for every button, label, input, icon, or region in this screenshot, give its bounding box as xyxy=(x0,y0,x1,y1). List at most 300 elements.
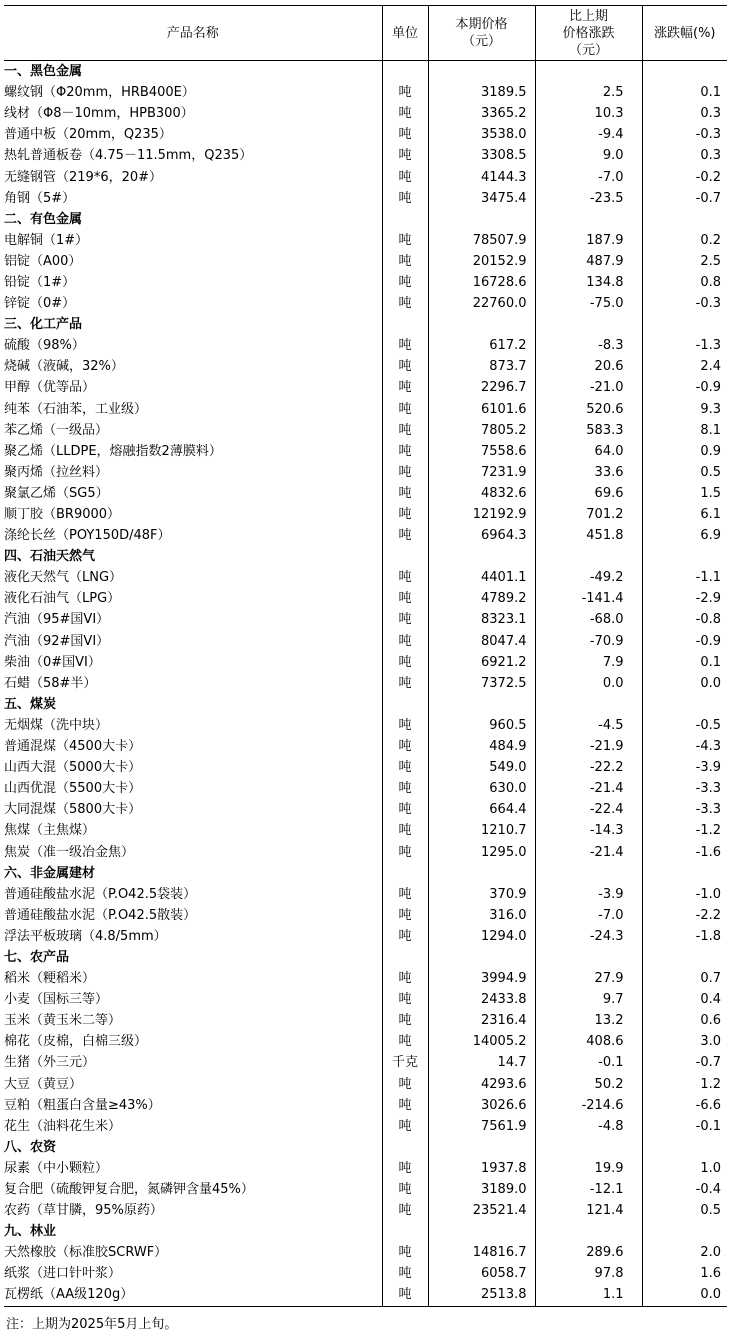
change-pct: -0.9 xyxy=(695,633,721,649)
product-name: 生猪（外三元） xyxy=(4,1052,382,1073)
current-price: 16728.6 xyxy=(428,272,535,293)
unit: 吨 xyxy=(382,335,428,356)
change-pct: -2.9 xyxy=(695,591,721,607)
product-name: 线材（Φ8－10mm，HPB300） xyxy=(4,103,382,124)
table-row xyxy=(4,1116,727,1137)
product-name: 普通混煤（4500大卡） xyxy=(4,736,382,757)
empty-cell xyxy=(382,1137,428,1158)
current-price: 20152.9 xyxy=(428,251,535,272)
current-price: 22760.0 xyxy=(428,293,535,314)
change-pct: 0.0 xyxy=(700,675,721,691)
unit: 千克 xyxy=(382,1052,428,1073)
empty-cell xyxy=(428,209,535,230)
change-pct: 0.2 xyxy=(700,232,721,248)
product-name: 热轧普通板卷（4.75－11.5mm，Q235） xyxy=(4,145,382,166)
price-change: 0.0 xyxy=(535,673,642,694)
unit: 吨 xyxy=(382,230,428,251)
change-pct: 0.8 xyxy=(700,274,721,290)
unit: 吨 xyxy=(382,1010,428,1031)
price-change: -4.8 xyxy=(535,1116,642,1137)
table-row xyxy=(4,673,727,694)
table-row xyxy=(4,420,727,441)
product-name: 铝锭（A00） xyxy=(4,251,382,272)
change-pct: -1.3 xyxy=(695,338,721,354)
price-change: 701.2 xyxy=(535,504,642,525)
change-pct: 0.6 xyxy=(700,1013,721,1029)
unit: 吨 xyxy=(382,293,428,314)
current-price: 6058.7 xyxy=(428,1263,535,1284)
category-title: 七、农产品 xyxy=(4,947,382,968)
category-row xyxy=(4,209,727,230)
category-row xyxy=(4,314,727,335)
change-pct: -1.8 xyxy=(695,928,721,944)
change-pct: 1.0 xyxy=(700,1160,721,1176)
table-row xyxy=(4,715,727,736)
change-pct: -3.3 xyxy=(695,802,721,818)
price-change: 97.8 xyxy=(535,1263,642,1284)
current-price: 3189.5 xyxy=(428,82,535,103)
unit: 吨 xyxy=(382,905,428,926)
table-row xyxy=(4,441,727,462)
current-price: 1295.0 xyxy=(428,841,535,862)
product-name: 大豆（黄豆） xyxy=(4,1074,382,1095)
table-row xyxy=(4,652,727,673)
current-price: 3365.2 xyxy=(428,103,535,124)
table-row xyxy=(4,588,727,609)
change-pct: 0.4 xyxy=(700,992,721,1008)
current-price: 617.2 xyxy=(428,335,535,356)
table-row xyxy=(4,525,727,546)
current-price: 14005.2 xyxy=(428,1031,535,1052)
current-price: 960.5 xyxy=(428,715,535,736)
current-price: 14816.7 xyxy=(428,1242,535,1263)
product-name: 甲醇（优等品） xyxy=(4,377,382,398)
change-pct: -3.9 xyxy=(695,760,721,776)
product-name: 纸浆（进口针叶浆） xyxy=(4,1263,382,1284)
table-row xyxy=(4,462,727,483)
category-title: 六、非金属建材 xyxy=(4,863,382,884)
table-row xyxy=(4,335,727,356)
product-name: 柴油（0#国VI） xyxy=(4,652,382,673)
product-name: 稻米（粳稻米） xyxy=(4,968,382,989)
product-name: 焦煤（主焦煤） xyxy=(4,820,382,841)
empty-cell xyxy=(535,209,642,230)
category-row xyxy=(4,1137,727,1158)
price-change: -23.5 xyxy=(535,188,642,209)
unit: 吨 xyxy=(382,926,428,947)
change-pct: -1.1 xyxy=(695,570,721,586)
product-name: 棉花（皮棉，白棉三级） xyxy=(4,1031,382,1052)
price-change: -22.2 xyxy=(535,757,642,778)
product-name: 焦炭（准一级冶金焦） xyxy=(4,841,382,862)
unit: 吨 xyxy=(382,820,428,841)
product-name: 大同混煤（5800大卡） xyxy=(4,799,382,820)
product-name: 电解铜（1#） xyxy=(4,230,382,251)
product-name: 尿素（中小颗粒） xyxy=(4,1158,382,1179)
price-change: 408.6 xyxy=(535,1031,642,1052)
change-pct: 0.3 xyxy=(700,148,721,164)
table-row xyxy=(4,377,727,398)
change-pct: 0.3 xyxy=(700,106,721,122)
current-price: 4832.6 xyxy=(428,483,535,504)
empty-cell xyxy=(382,546,428,567)
product-name: 山西优混（5500大卡） xyxy=(4,778,382,799)
table-row xyxy=(4,1179,727,1200)
table-row xyxy=(4,609,727,630)
table-row xyxy=(4,884,727,905)
table-row xyxy=(4,1200,727,1221)
unit: 吨 xyxy=(382,188,428,209)
current-price: 7231.9 xyxy=(428,462,535,483)
product-name: 无缝钢管（219*6，20#） xyxy=(4,166,382,187)
current-price: 664.4 xyxy=(428,799,535,820)
table-row xyxy=(4,399,727,420)
empty-cell xyxy=(382,694,428,715)
price-change: -24.3 xyxy=(535,926,642,947)
unit: 吨 xyxy=(382,652,428,673)
price-change: 451.8 xyxy=(535,525,642,546)
product-name: 液化天然气（LNG） xyxy=(4,567,382,588)
price-change: -4.5 xyxy=(535,715,642,736)
product-name: 豆粕（粗蛋白含量≥43%） xyxy=(4,1095,382,1116)
table-row xyxy=(4,82,727,103)
price-change: -21.0 xyxy=(535,377,642,398)
price-change: 27.9 xyxy=(535,968,642,989)
unit: 吨 xyxy=(382,1074,428,1095)
unit: 吨 xyxy=(382,420,428,441)
category-title: 一、黑色金属 xyxy=(4,61,382,83)
current-price: 6101.6 xyxy=(428,399,535,420)
product-name: 瓦楞纸（AA级120g） xyxy=(4,1284,382,1306)
table-row xyxy=(4,1284,727,1306)
table-row xyxy=(4,1074,727,1095)
empty-cell xyxy=(642,863,727,884)
product-name: 花生（油料花生米） xyxy=(4,1116,382,1137)
table-row xyxy=(4,1095,727,1116)
category-title: 八、农资 xyxy=(4,1137,382,1158)
price-change: -3.9 xyxy=(535,884,642,905)
product-name: 涤纶长丝（POY150D/48F） xyxy=(4,525,382,546)
price-change: -7.0 xyxy=(535,166,642,187)
product-name: 顺丁胶（BR9000） xyxy=(4,504,382,525)
category-row xyxy=(4,61,727,83)
table-row xyxy=(4,841,727,862)
empty-cell xyxy=(382,61,428,83)
unit: 吨 xyxy=(382,399,428,420)
price-change: -9.4 xyxy=(535,124,642,145)
change-pct: 0.9 xyxy=(700,443,721,459)
product-name: 铅锭（1#） xyxy=(4,272,382,293)
category-title: 九、林业 xyxy=(4,1221,382,1242)
product-name: 无烟煤（洗中块） xyxy=(4,715,382,736)
unit: 吨 xyxy=(382,1263,428,1284)
product-name: 山西大混（5000大卡） xyxy=(4,757,382,778)
table-row xyxy=(4,103,727,124)
current-price: 630.0 xyxy=(428,778,535,799)
price-change: 64.0 xyxy=(535,441,642,462)
table-row xyxy=(4,1052,727,1073)
change-pct: -0.5 xyxy=(695,717,721,733)
change-pct: -1.2 xyxy=(695,823,721,839)
change-pct: -6.6 xyxy=(695,1097,721,1113)
product-name: 浮法平板玻璃（4.8/5mm） xyxy=(4,926,382,947)
product-name: 玉米（黄玉米二等） xyxy=(4,1010,382,1031)
change-pct: -4.3 xyxy=(695,739,721,755)
unit: 吨 xyxy=(382,483,428,504)
current-price: 1210.7 xyxy=(428,820,535,841)
product-name: 农药（草甘膦，95%原药） xyxy=(4,1200,382,1221)
unit: 吨 xyxy=(382,609,428,630)
table-row xyxy=(4,926,727,947)
table-row xyxy=(4,905,727,926)
empty-cell xyxy=(535,314,642,335)
category-title: 四、石油天然气 xyxy=(4,546,382,567)
change-pct: 0.5 xyxy=(700,1203,721,1219)
change-pct: 2.5 xyxy=(700,253,721,269)
price-change: 2.5 xyxy=(535,82,642,103)
price-change: -22.4 xyxy=(535,799,642,820)
change-pct: -1.0 xyxy=(695,886,721,902)
table-row xyxy=(4,272,727,293)
price-table xyxy=(4,5,727,1307)
unit: 吨 xyxy=(382,757,428,778)
current-price: 4293.6 xyxy=(428,1074,535,1095)
price-change: -7.0 xyxy=(535,905,642,926)
empty-cell xyxy=(382,209,428,230)
price-change: 289.6 xyxy=(535,1242,642,1263)
table-row xyxy=(4,820,727,841)
price-change: -21.4 xyxy=(535,841,642,862)
current-price: 2513.8 xyxy=(428,1284,535,1306)
product-name: 汽油（92#国VI） xyxy=(4,631,382,652)
change-pct: 6.1 xyxy=(700,507,721,523)
change-pct: 2.4 xyxy=(700,359,721,375)
empty-cell xyxy=(428,863,535,884)
change-pct: -0.8 xyxy=(695,612,721,628)
price-change: 9.7 xyxy=(535,989,642,1010)
unit: 吨 xyxy=(382,124,428,145)
change-pct: 0.1 xyxy=(700,85,721,101)
product-name: 锌锭（0#） xyxy=(4,293,382,314)
unit: 吨 xyxy=(382,377,428,398)
current-price: 1294.0 xyxy=(428,926,535,947)
change-pct: -2.2 xyxy=(695,907,721,923)
price-change: 583.3 xyxy=(535,420,642,441)
price-change: 10.3 xyxy=(535,103,642,124)
price-change: -68.0 xyxy=(535,609,642,630)
unit: 吨 xyxy=(382,631,428,652)
table-row xyxy=(4,504,727,525)
empty-cell xyxy=(428,694,535,715)
category-row xyxy=(4,947,727,968)
product-name: 苯乙烯（一级品） xyxy=(4,420,382,441)
unit: 吨 xyxy=(382,272,428,293)
category-title: 五、煤炭 xyxy=(4,694,382,715)
price-change: -49.2 xyxy=(535,567,642,588)
current-price: 3189.0 xyxy=(428,1179,535,1200)
price-change: 13.2 xyxy=(535,1010,642,1031)
header-price: 本期价格 （元） xyxy=(428,6,535,61)
price-change: 69.6 xyxy=(535,483,642,504)
product-name: 汽油（95#国VI） xyxy=(4,609,382,630)
current-price: 7805.2 xyxy=(428,420,535,441)
current-price: 370.9 xyxy=(428,884,535,905)
price-change: -21.4 xyxy=(535,778,642,799)
current-price: 7558.6 xyxy=(428,441,535,462)
category-row xyxy=(4,546,727,567)
product-name: 普通硅酸盐水泥（P.O42.5散装） xyxy=(4,905,382,926)
table-row xyxy=(4,124,727,145)
empty-cell xyxy=(535,546,642,567)
change-pct: -0.3 xyxy=(695,127,721,143)
unit: 吨 xyxy=(382,715,428,736)
table-row xyxy=(4,631,727,652)
current-price: 3538.0 xyxy=(428,124,535,145)
unit: 吨 xyxy=(382,968,428,989)
price-change: 520.6 xyxy=(535,399,642,420)
unit: 吨 xyxy=(382,1179,428,1200)
empty-cell xyxy=(428,546,535,567)
header-pct: 涨跌幅(%) xyxy=(642,6,727,61)
change-pct: -1.6 xyxy=(695,844,721,860)
change-pct: 8.1 xyxy=(700,422,721,438)
empty-cell xyxy=(642,61,727,83)
change-pct: 1.2 xyxy=(700,1076,721,1092)
empty-cell xyxy=(535,947,642,968)
table-row xyxy=(4,799,727,820)
price-change: -70.9 xyxy=(535,631,642,652)
unit: 吨 xyxy=(382,1116,428,1137)
empty-cell xyxy=(382,863,428,884)
unit: 吨 xyxy=(382,103,428,124)
current-price: 12192.9 xyxy=(428,504,535,525)
product-name: 液化石油气（LPG） xyxy=(4,588,382,609)
unit: 吨 xyxy=(382,462,428,483)
table-row xyxy=(4,293,727,314)
price-change: -14.3 xyxy=(535,820,642,841)
category-row xyxy=(4,863,727,884)
unit: 吨 xyxy=(382,1242,428,1263)
change-pct: 1.5 xyxy=(700,485,721,501)
price-change: -75.0 xyxy=(535,293,642,314)
table-row xyxy=(4,1242,727,1263)
unit: 吨 xyxy=(382,588,428,609)
table-row xyxy=(4,778,727,799)
current-price: 4144.3 xyxy=(428,166,535,187)
change-pct: 1.6 xyxy=(700,1266,721,1282)
unit: 吨 xyxy=(382,166,428,187)
change-pct: -0.4 xyxy=(695,1182,721,1198)
current-price: 4401.1 xyxy=(428,567,535,588)
unit: 吨 xyxy=(382,989,428,1010)
unit: 吨 xyxy=(382,251,428,272)
unit: 吨 xyxy=(382,1158,428,1179)
table-row xyxy=(4,989,727,1010)
price-change: 7.9 xyxy=(535,652,642,673)
unit: 吨 xyxy=(382,736,428,757)
product-name: 复合肥（硫酸钾复合肥，氮磷钾含量45%） xyxy=(4,1179,382,1200)
table-row xyxy=(4,1158,727,1179)
table-row xyxy=(4,1263,727,1284)
empty-cell xyxy=(382,1221,428,1242)
price-change: 9.0 xyxy=(535,145,642,166)
product-name: 小麦（国标三等） xyxy=(4,989,382,1010)
unit: 吨 xyxy=(382,778,428,799)
empty-cell xyxy=(535,694,642,715)
table-row xyxy=(4,483,727,504)
unit: 吨 xyxy=(382,841,428,862)
empty-cell xyxy=(428,61,535,83)
unit: 吨 xyxy=(382,504,428,525)
table-row xyxy=(4,145,727,166)
empty-cell xyxy=(382,314,428,335)
product-name: 普通硅酸盐水泥（P.O42.5袋装） xyxy=(4,884,382,905)
table-row xyxy=(4,1031,727,1052)
current-price: 873.7 xyxy=(428,356,535,377)
price-change: 19.9 xyxy=(535,1158,642,1179)
change-pct: 0.1 xyxy=(700,654,721,670)
unit: 吨 xyxy=(382,1031,428,1052)
empty-cell xyxy=(642,1221,727,1242)
price-change: 134.8 xyxy=(535,272,642,293)
change-pct: 9.3 xyxy=(700,401,721,417)
current-price: 7561.9 xyxy=(428,1116,535,1137)
change-pct: -0.9 xyxy=(695,380,721,396)
product-name: 烧碱（液碱，32%） xyxy=(4,356,382,377)
category-title: 三、化工产品 xyxy=(4,314,382,335)
change-pct: 2.0 xyxy=(700,1245,721,1261)
current-price: 3308.5 xyxy=(428,145,535,166)
change-pct: -0.1 xyxy=(695,1118,721,1134)
product-name: 聚氯乙烯（SG5） xyxy=(4,483,382,504)
unit: 吨 xyxy=(382,673,428,694)
empty-cell xyxy=(535,1137,642,1158)
change-pct: 6.9 xyxy=(700,528,721,544)
table-row xyxy=(4,356,727,377)
product-name: 螺纹钢（Φ20mm，HRB400E） xyxy=(4,82,382,103)
product-name: 角钢（5#） xyxy=(4,188,382,209)
table-row xyxy=(4,757,727,778)
price-change: -214.6 xyxy=(535,1095,642,1116)
footnote: 注：上期为2025年5月上旬。 xyxy=(6,1317,178,1332)
current-price: 2433.8 xyxy=(428,989,535,1010)
unit: 吨 xyxy=(382,884,428,905)
change-pct: -0.7 xyxy=(695,190,721,206)
price-change: 1.1 xyxy=(535,1284,642,1306)
table-row xyxy=(4,166,727,187)
empty-cell xyxy=(382,947,428,968)
current-price: 2296.7 xyxy=(428,377,535,398)
current-price: 78507.9 xyxy=(428,230,535,251)
current-price: 8047.4 xyxy=(428,631,535,652)
category-row xyxy=(4,1221,727,1242)
current-price: 1937.8 xyxy=(428,1158,535,1179)
current-price: 316.0 xyxy=(428,905,535,926)
price-change: -21.9 xyxy=(535,736,642,757)
product-name: 普通中板（20mm，Q235） xyxy=(4,124,382,145)
category-title: 二、有色金属 xyxy=(4,209,382,230)
product-name: 天然橡胶（标准胶SCRWF） xyxy=(4,1242,382,1263)
empty-cell xyxy=(428,1221,535,1242)
empty-cell xyxy=(642,694,727,715)
unit: 吨 xyxy=(382,1284,428,1306)
table-header-row xyxy=(4,6,727,61)
unit: 吨 xyxy=(382,145,428,166)
empty-cell xyxy=(535,61,642,83)
price-change: 50.2 xyxy=(535,1074,642,1095)
change-pct: 0.0 xyxy=(642,1284,727,1306)
change-pct: 0.5 xyxy=(700,464,721,480)
